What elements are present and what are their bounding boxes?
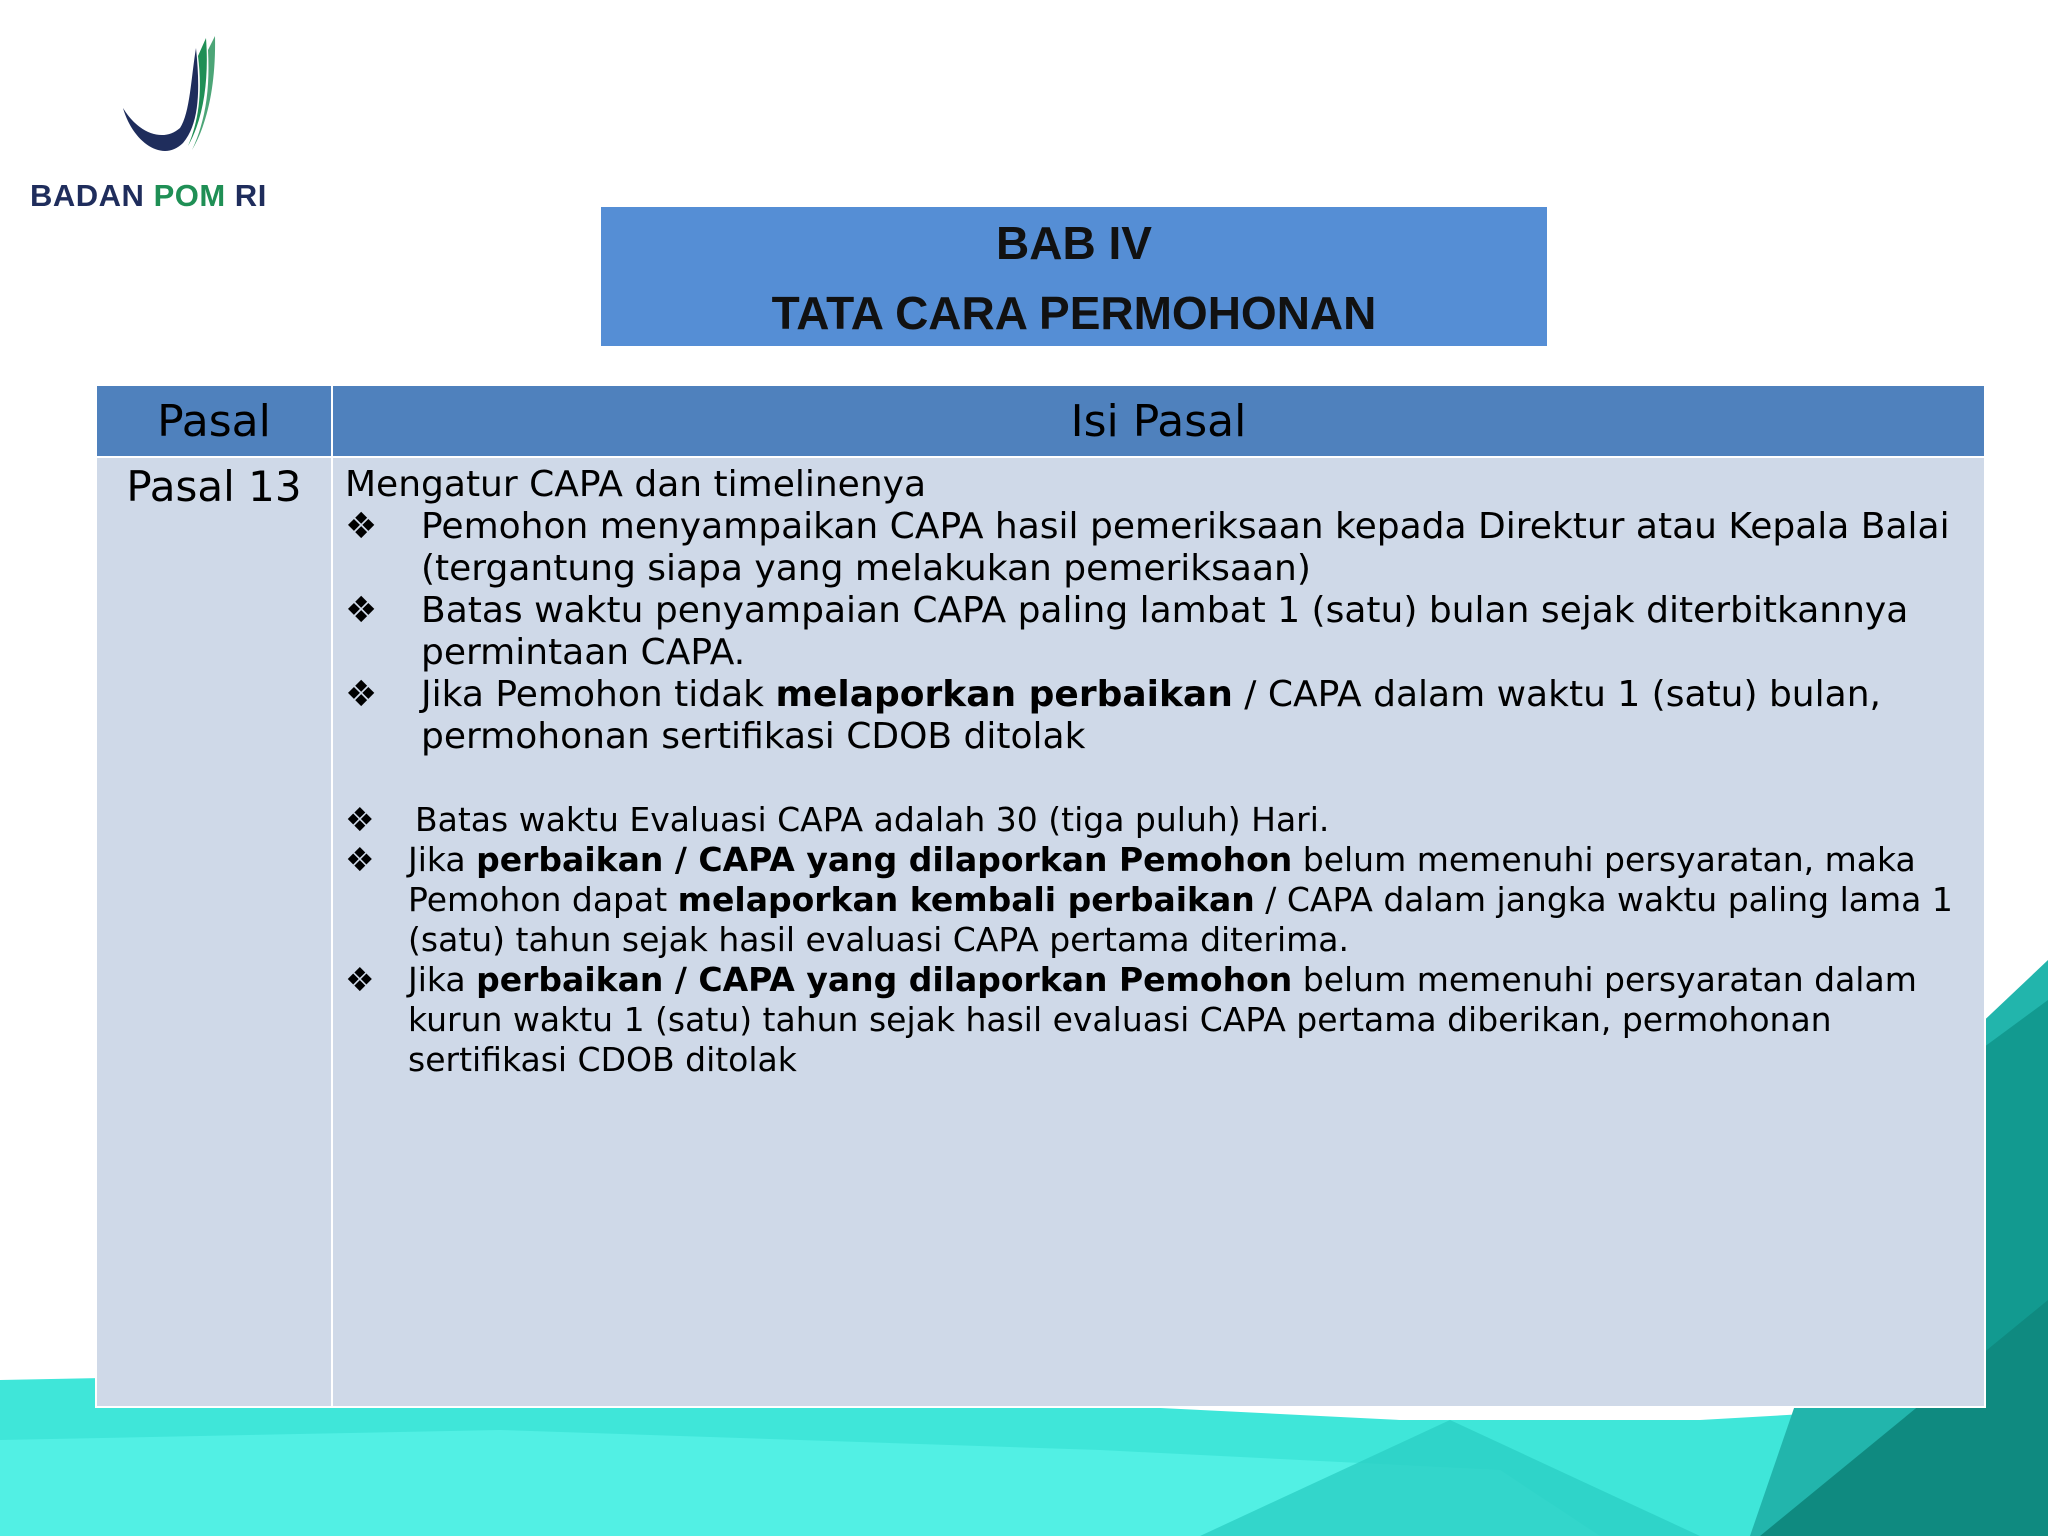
text-segment: belum memenuhi persyaratan dalam kurun waktu 1 (satu) tahun sejak hasil evaluasi CAPA pertama diberikan, permohonan sertifikasi CDOB ditolak bbox=[408, 960, 1917, 1079]
badan-pom-logo bbox=[28, 28, 288, 218]
pasal-number: Pasal 13 bbox=[96, 457, 332, 1407]
list-item bbox=[345, 800, 1974, 840]
diamond-bullet-icon: ❖ bbox=[345, 506, 378, 547]
text-segment: Batas waktu Evaluasi CAPA adalah 30 (tiga puluh) Hari. bbox=[415, 800, 1330, 839]
diamond-bullet-icon: ❖ bbox=[345, 960, 375, 999]
bold-text-segment: melaporkan perbaikan bbox=[775, 674, 1233, 715]
text-segment: Jika bbox=[408, 960, 477, 999]
text-segment: / CAPA dalam jangka waktu paling lama 1 (satu) tahun sejak hasil evaluasi CAPA pertama diterima. bbox=[408, 880, 1953, 959]
text-segment: Jika Pemohon tidak bbox=[421, 674, 776, 715]
bold-text-segment: perbaikan / CAPA yang dilaporkan Pemohon bbox=[476, 960, 1293, 999]
logo-org-part2: POM bbox=[153, 178, 226, 213]
diamond-bullet-icon: ❖ bbox=[345, 590, 378, 631]
chapter-title-box bbox=[601, 207, 1547, 346]
diamond-bullet-icon: ❖ bbox=[345, 800, 375, 839]
text-segment: Jika bbox=[408, 840, 477, 879]
bullet-list-primary bbox=[345, 506, 1974, 758]
text-segment: Batas waktu penyampaian CAPA paling lambat 1 (satu) bulan sejak diterbitkannya permintaan CAPA. bbox=[421, 590, 1909, 673]
bullet-list-secondary bbox=[345, 800, 1974, 1080]
chapter-number: BAB IV bbox=[996, 217, 1152, 269]
table-header-row bbox=[96, 385, 1985, 457]
list-item bbox=[345, 506, 1974, 590]
intro-text: Mengatur CAPA dan timelinenya bbox=[345, 464, 927, 505]
list-item bbox=[345, 674, 1974, 758]
chapter-title: TATA CARA PERMOHONAN bbox=[771, 287, 1377, 339]
logo-swoosh-icon bbox=[88, 28, 238, 178]
text-segment: / CAPA dalam waktu 1 (satu) bulan, permohonan sertifikasi CDOB ditolak bbox=[421, 674, 1881, 757]
header-isi-pasal: Isi Pasal bbox=[332, 385, 1985, 457]
bold-text-segment: perbaikan / CAPA yang dilaporkan Pemohon bbox=[476, 840, 1293, 879]
bold-text-segment: melaporkan kembali perbaikan bbox=[677, 880, 1255, 919]
diamond-bullet-icon: ❖ bbox=[345, 674, 378, 715]
header-pasal: Pasal bbox=[96, 385, 332, 457]
text-segment: belum memenuhi persyaratan, maka Pemohon dapat bbox=[408, 840, 1916, 919]
isi-pasal-cell bbox=[332, 457, 1985, 1407]
pasal-table bbox=[95, 384, 1986, 1408]
text-segment: Pemohon menyampaikan CAPA hasil pemeriksaan kepada Direktur atau Kepala Balai (tergantung siapa yang melakukan pemeriksaan) bbox=[421, 506, 1950, 589]
list-item bbox=[345, 590, 1974, 674]
logo-org-part1: BADAN bbox=[30, 178, 154, 213]
list-item bbox=[345, 960, 1974, 1080]
logo-text bbox=[30, 178, 267, 214]
table-row bbox=[96, 457, 1985, 1407]
logo-org-part3: RI bbox=[225, 178, 267, 213]
diamond-bullet-icon: ❖ bbox=[345, 840, 375, 879]
list-item bbox=[345, 840, 1974, 960]
